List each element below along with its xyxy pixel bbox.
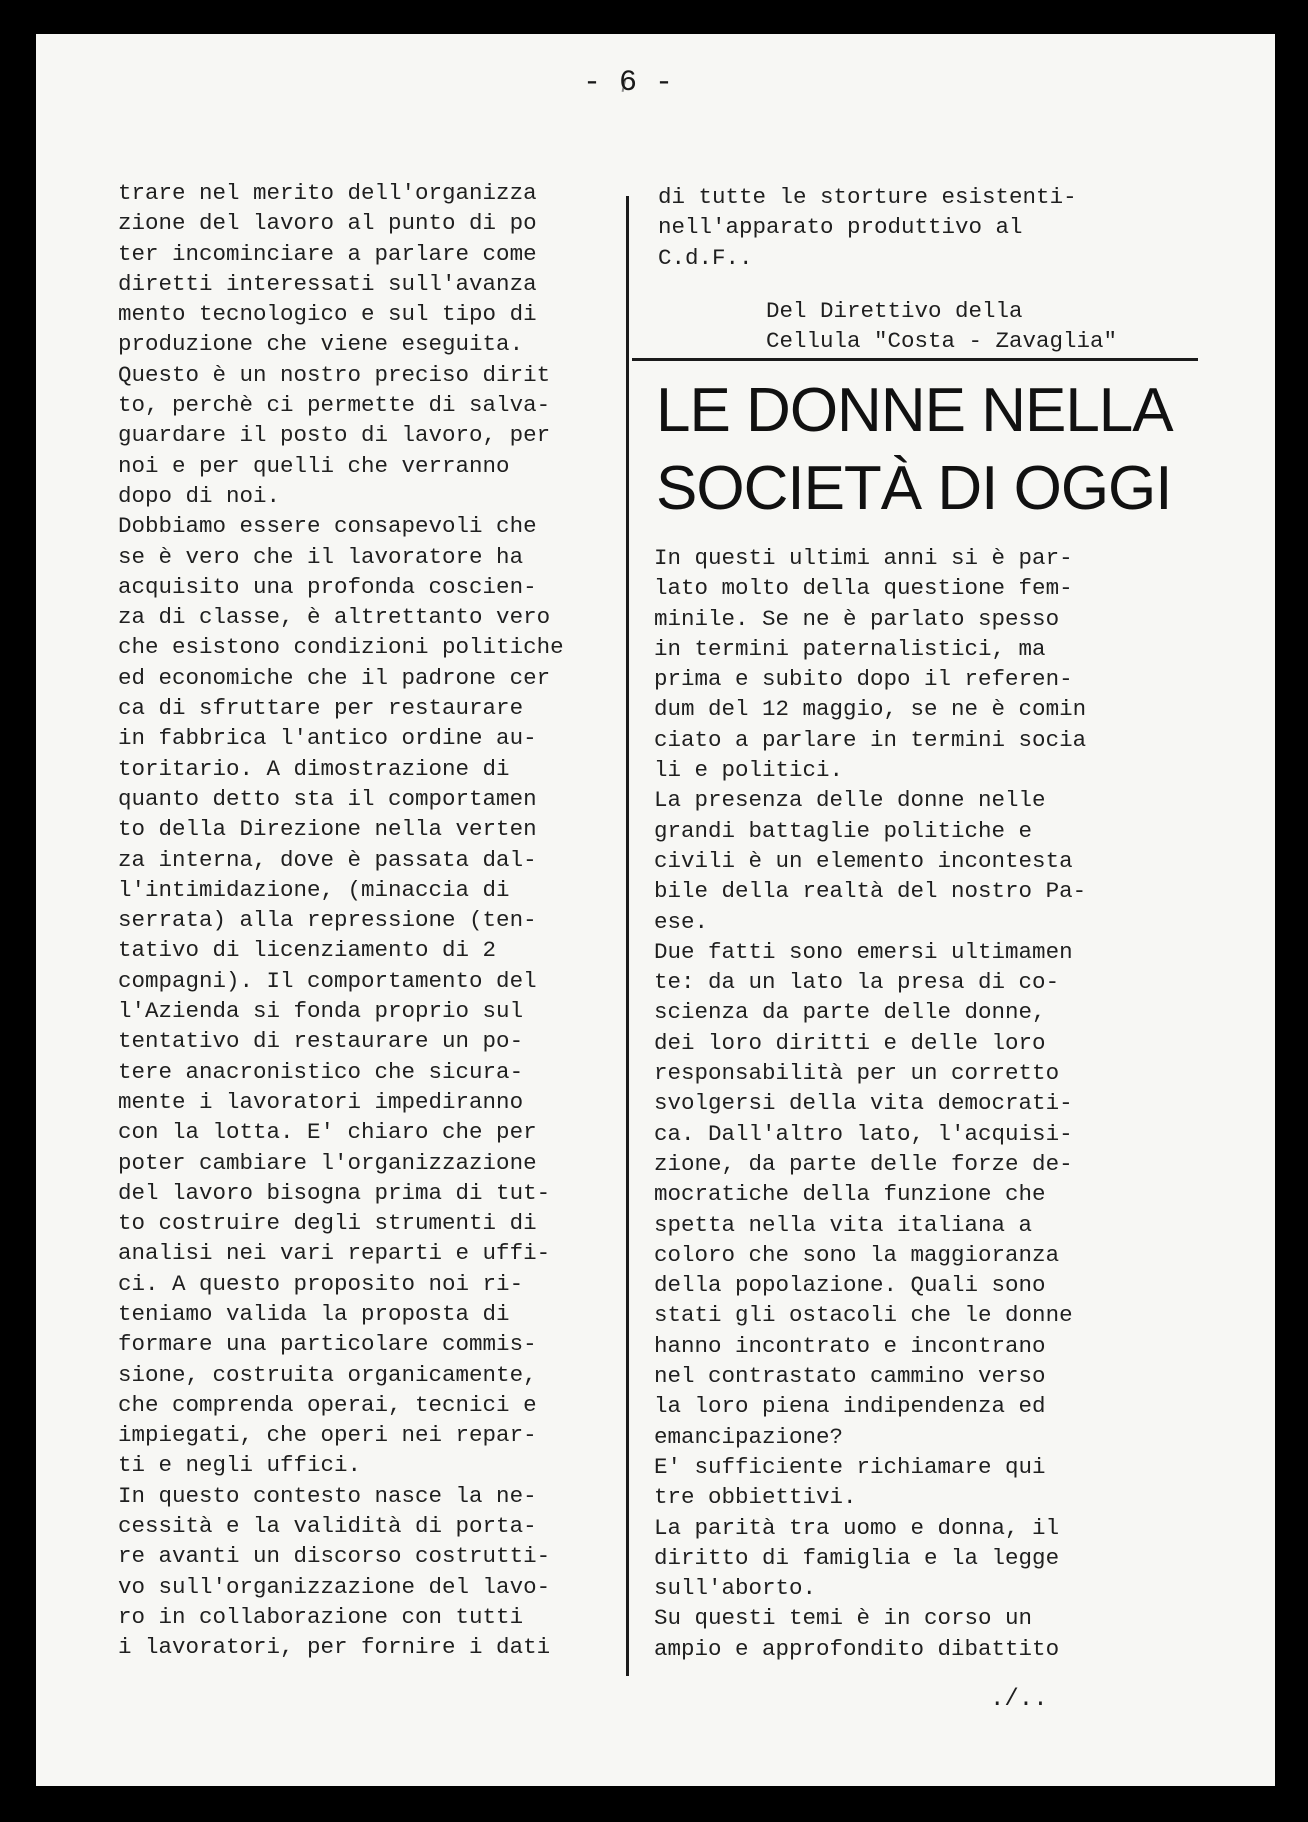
text-line: i lavoratori, per fornire i dati <box>118 1634 551 1661</box>
text-line: E' sufficiente richiamare qui <box>654 1453 1046 1480</box>
text-line: Dobbiamo essere consapevoli che <box>118 513 537 540</box>
text-line: diritto di famiglia e la legge <box>654 1544 1060 1571</box>
text-line: nel contrastato cammino verso <box>654 1363 1046 1390</box>
text-line: impiegati, che operi nei repar- <box>118 1422 537 1449</box>
text-line: Questo è un nostro preciso dirit <box>118 361 551 388</box>
text-line: l'intimidazione, (minaccia di <box>118 876 510 903</box>
text-line: In questi ultimi anni si è par- <box>654 545 1073 571</box>
text-line: ed economiche che il padrone cer <box>118 664 551 691</box>
text-line: ampio e approfondito dibattito <box>654 1635 1060 1662</box>
text-line: In questo contesto nasce la ne- <box>118 1482 537 1509</box>
text-line: La presenza delle donne nelle <box>654 787 1046 814</box>
right-column-top <box>658 182 1218 273</box>
text-line: sione, costruita organicamente, <box>118 1361 537 1388</box>
text-line: la loro piena indipendenza ed <box>654 1393 1046 1420</box>
text-line: dopo di noi. <box>118 482 281 509</box>
text-line: tre obbiettivi. <box>654 1484 857 1511</box>
text-line: dum del 12 maggio, se ne è comin <box>654 696 1087 723</box>
text-line: mocratiche della funzione che <box>654 1181 1046 1208</box>
signature-line: Del Direttivo della <box>766 298 1023 324</box>
text-line: acquisito una profonda coscien- <box>118 573 537 600</box>
text-line: ese. <box>654 908 709 935</box>
text-line: scienza da parte delle donne, <box>654 999 1046 1026</box>
text-line: to della Direzione nella verten <box>118 816 537 843</box>
text-line: tativo di licenziamento di 2 <box>118 937 497 964</box>
text-line: mente i lavoratori impediranno <box>118 1088 524 1115</box>
left-column <box>118 178 628 1663</box>
text-line: za interna, dove è passata dal- <box>118 846 537 873</box>
column-divider <box>626 196 629 1676</box>
text-line: trare nel merito dell'organizza <box>118 180 537 206</box>
text-line: Su questi temi è in corso un <box>654 1605 1033 1632</box>
text-line: prima e subito dopo il referen- <box>654 666 1073 693</box>
text-line: formare una particolare commis- <box>118 1331 537 1358</box>
text-line: dei loro diritti e delle loro <box>654 1029 1046 1056</box>
text-line: tere anacronistico che sicura- <box>118 1058 524 1085</box>
text-line: to costruire degli strumenti di <box>118 1210 537 1237</box>
text-line: mento tecnologico e sul tipo di <box>118 301 537 328</box>
text-line: spetta nella vita italiana a <box>654 1211 1033 1238</box>
text-line: ciato a parlare in termini socia <box>654 726 1087 753</box>
text-line: coloro che sono la maggioranza <box>654 1241 1060 1268</box>
text-line: compagni). Il comportamento del <box>118 967 537 994</box>
text-line: ca di sfruttare per restaurare <box>118 695 524 722</box>
text-line: produzione che viene eseguita. <box>118 331 524 358</box>
text-line: serrata) alla repressione (ten- <box>118 907 537 934</box>
text-line: ca. Dall'altro lato, l'acquisi- <box>654 1120 1073 1147</box>
text-line: ci. A questo proposito noi ri- <box>118 1270 524 1297</box>
text-line: zione del lavoro al punto di po <box>118 210 537 237</box>
text-line: hanno incontrato e incontrano <box>654 1332 1046 1359</box>
text-line: bile della realtà del nostro Pa- <box>654 878 1087 905</box>
article-headline <box>656 372 1216 528</box>
text-line: che comprenda operai, tecnici e <box>118 1391 537 1418</box>
text-line: responsabilità per un corretto <box>654 1060 1060 1087</box>
text-line: za di classe, è altrettanto vero <box>118 604 551 631</box>
text-line: li e politici. <box>654 757 844 784</box>
text-line: guardare il posto di lavoro, per <box>118 422 551 449</box>
text-line: tentativo di restaurare un po- <box>118 1028 524 1055</box>
text-line: sull'aborto. <box>654 1575 817 1602</box>
text-line: civili è un elemento incontesta <box>654 847 1073 874</box>
headline-line: LE DONNE NELLA <box>656 376 1173 445</box>
text-line: poter cambiare l'organizzazione <box>118 1149 537 1176</box>
text-line: in termini paternalistici, ma <box>654 635 1046 662</box>
text-line: lato molto della questione fem- <box>654 575 1073 602</box>
text-line: della popolazione. Quali sono <box>654 1272 1046 1299</box>
text-line: l'Azienda si fonda proprio sul <box>118 998 524 1025</box>
signature-line: Cellula "Costa - Zavaglia" <box>766 328 1118 355</box>
section-divider <box>632 358 1198 361</box>
text-line: vo sull'organizzazione del lavo- <box>118 1573 551 1600</box>
text-line: minile. Se ne è parlato spesso <box>654 605 1060 632</box>
text-line: che esistono condizioni politiche <box>118 634 564 661</box>
text-line: cessità e la validità di porta- <box>118 1513 537 1540</box>
text-line: ti e negli uffici. <box>118 1452 362 1479</box>
text-line: con la lotta. E' chiaro che per <box>118 1119 537 1146</box>
text-line: analisi nei vari reparti e uffi- <box>118 1240 551 1267</box>
text-line: nell'apparato produttivo al <box>658 214 1023 241</box>
text-line: in fabbrica l'antico ordine au- <box>118 725 537 752</box>
text-line: toritario. A dimostrazione di <box>118 755 510 782</box>
text-line: del lavoro bisogna prima di tut- <box>118 1179 551 1206</box>
text-line: grandi battaglie politiche e <box>654 817 1033 844</box>
text-line: svolgersi della vita democrati- <box>654 1090 1073 1117</box>
text-line: to, perchè ci permette di salva- <box>118 392 551 419</box>
text-line: quanto detto sta il comportamen <box>118 785 537 812</box>
text-line: te: da un lato la presa di co- <box>654 969 1060 996</box>
text-line: se è vero che il lavoratore ha <box>118 543 524 570</box>
right-column-body <box>654 543 1214 1664</box>
continuation-mark: ./.. <box>990 1686 1048 1713</box>
page-number: - 6 - <box>582 66 673 100</box>
text-line: ter incominciare a parlare come <box>118 240 537 267</box>
text-line: zione, da parte delle forze de- <box>654 1150 1073 1177</box>
text-line: C.d.F.. <box>658 244 753 271</box>
text-line: diretti interessati sull'avanza <box>118 270 537 297</box>
text-line: stati gli ostacoli che le donne <box>654 1302 1073 1329</box>
text-line: ro in collaborazione con tutti <box>118 1603 524 1630</box>
text-line: Due fatti sono emersi ultimamen <box>654 938 1073 965</box>
text-line: noi e per quelli che verranno <box>118 452 510 479</box>
text-line: emancipazione? <box>654 1423 844 1450</box>
text-line: La parità tra uomo e donna, il <box>654 1514 1060 1541</box>
text-line: di tutte le storture esistenti- <box>658 184 1077 210</box>
signature-block <box>766 296 1117 357</box>
headline-line: SOCIETÀ DI OGGI <box>656 454 1172 523</box>
text-line: re avanti un discorso costrutti- <box>118 1543 551 1570</box>
text-line: teniamo valida la proposta di <box>118 1300 510 1327</box>
